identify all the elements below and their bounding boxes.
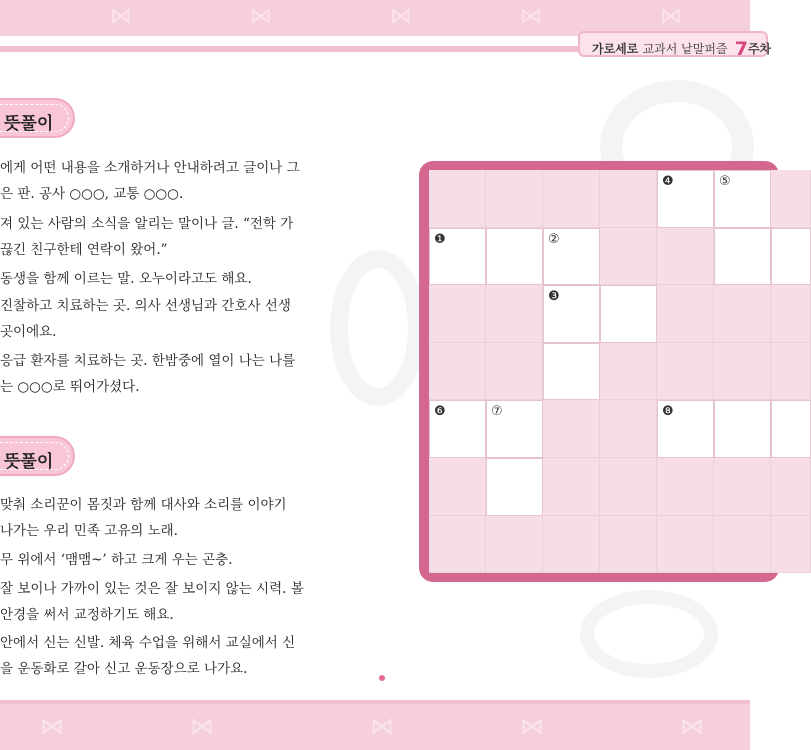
puzzle-cell-blocked [714, 516, 771, 574]
bow-icon: ⋈ [520, 712, 544, 740]
puzzle-cell-open[interactable] [600, 285, 657, 343]
bow-icon: ⋈ [660, 4, 682, 29]
clue-number: ❹ [662, 174, 674, 189]
puzzle-cell-blocked [771, 170, 811, 228]
puzzle-cell-open[interactable] [771, 228, 811, 286]
puzzle-cell-open[interactable] [486, 228, 543, 286]
puzzle-cell-blocked [429, 285, 486, 343]
puzzle-cell-open[interactable] [657, 170, 714, 228]
clue-number: ② [548, 231, 560, 247]
heart-swirl-decoration [330, 250, 426, 406]
clue-line: 안경을 써서 교정하기도 해요. [0, 607, 174, 623]
puzzle-cell-open[interactable] [486, 458, 543, 516]
bow-icon: ⋈ [40, 712, 64, 740]
puzzle-cell-blocked [429, 458, 486, 516]
puzzle-cell-blocked [771, 343, 811, 401]
clue-line: 나가는 우리 민족 고유의 노래. [0, 523, 178, 539]
puzzle-cell-blocked [600, 400, 657, 458]
puzzle-cell-blocked [543, 400, 600, 458]
puzzle-cell-blocked [657, 285, 714, 343]
clue-number: ⑦ [491, 404, 503, 420]
bow-icon: ⋈ [520, 4, 542, 29]
heart-swirl-decoration [580, 590, 718, 678]
clue-line: 응급 환자를 치료하는 곳. 한밤중에 열이 나는 나를 [0, 353, 296, 369]
section-badge-across [0, 98, 75, 138]
header-title-rest: 교과서 낱말퍼즐 [642, 42, 728, 56]
puzzle-cell-open[interactable] [714, 228, 771, 286]
section-badge-down [0, 436, 75, 476]
clue-line: 은 판. 공사 ○○○, 교통 ○○○. [0, 186, 184, 202]
clue-line: 잘 보이나 가까이 있는 것은 잘 보이지 않는 시력. 볼 [0, 581, 304, 597]
bow-icon: ⋈ [370, 712, 394, 740]
header-title-bold: 가로세로 [592, 42, 639, 56]
bow-icon: ⋈ [680, 712, 704, 740]
section-label: 뜻풀이 [4, 114, 54, 134]
page-dot [379, 675, 385, 681]
bottom-decor-band [0, 704, 750, 750]
puzzle-cell-blocked [771, 516, 811, 574]
clue-number: ❸ [548, 289, 560, 305]
clue-line: 곳이에요. [0, 324, 57, 340]
puzzle-cell-blocked [657, 458, 714, 516]
puzzle-cell-blocked [657, 228, 714, 286]
puzzle-cell-blocked [486, 516, 543, 574]
clue-line: 끊긴 친구한테 연락이 왔어.” [0, 242, 168, 258]
clue-line: 을 운동화로 갈아 신고 운동장으로 나가요. [0, 661, 248, 677]
puzzle-cell-open[interactable] [714, 400, 771, 458]
puzzle-cell-blocked [600, 228, 657, 286]
puzzle-cell-open[interactable] [429, 228, 486, 286]
crossword-grid [429, 170, 769, 573]
clue-line: 동생을 함께 이르는 말. 오누이라고도 해요. [0, 271, 252, 287]
clue-line: 맞춰 소리꾼이 몸짓과 함께 대사와 소리를 이야기 [0, 497, 287, 513]
clue-line: 진찰하고 치료하는 곳. 의사 선생님과 간호사 선생 [0, 298, 291, 314]
bow-icon: ⋈ [110, 4, 132, 29]
puzzle-cell-blocked [600, 516, 657, 574]
bow-icon: ⋈ [250, 4, 272, 29]
puzzle-cell-blocked [486, 170, 543, 228]
puzzle-cell-blocked [543, 170, 600, 228]
bow-icon: ⋈ [190, 712, 214, 740]
puzzle-cell-blocked [771, 285, 811, 343]
puzzle-cell-open[interactable] [429, 400, 486, 458]
clue-number: ❻ [434, 404, 446, 420]
puzzle-cell-open[interactable] [543, 285, 600, 343]
puzzle-cell-open[interactable] [543, 343, 600, 401]
puzzle-cell-blocked [543, 458, 600, 516]
clue-line: 는 ○○○로 뛰어가셨다. [0, 379, 140, 395]
puzzle-cell-blocked [657, 343, 714, 401]
puzzle-cell-blocked [714, 343, 771, 401]
puzzle-cell-open[interactable] [771, 400, 811, 458]
puzzle-cell-open[interactable] [657, 400, 714, 458]
page-header-title [592, 36, 771, 58]
puzzle-cell-blocked [657, 516, 714, 574]
clue-line: 져 있는 사람의 소식을 알리는 말이나 글. “전학 가 [0, 216, 294, 232]
puzzle-cell-open[interactable] [486, 400, 543, 458]
puzzle-cell-blocked [486, 343, 543, 401]
puzzle-cell-open[interactable] [543, 228, 600, 286]
bow-icon: ⋈ [390, 4, 412, 29]
clue-number: ❽ [662, 404, 674, 420]
puzzle-cell-blocked [600, 458, 657, 516]
clue-line: 무 위에서 ‘맴맴~’ 하고 크게 우는 곤충. [0, 552, 233, 568]
puzzle-cell-blocked [600, 170, 657, 228]
puzzle-cell-blocked [429, 343, 486, 401]
puzzle-cell-blocked [714, 285, 771, 343]
puzzle-cell-blocked [600, 343, 657, 401]
puzzle-cell-blocked [771, 458, 811, 516]
puzzle-cell-blocked [429, 516, 486, 574]
week-number: 7 [734, 38, 748, 60]
clue-number: ⑤ [719, 174, 731, 189]
puzzle-cell-blocked [714, 458, 771, 516]
clue-line: 안에서 신는 신발. 체육 수업을 위해서 교실에서 신 [0, 635, 296, 651]
week-text: 주차 [747, 42, 772, 56]
clue-line: 에게 어떤 내용을 소개하거나 안내하려고 글이나 그 [0, 160, 300, 176]
puzzle-cell-open[interactable] [714, 170, 771, 228]
puzzle-cell-blocked [429, 170, 486, 228]
puzzle-cell-blocked [543, 516, 600, 574]
clue-number: ❶ [434, 231, 446, 247]
section-label: 뜻풀이 [4, 452, 54, 472]
puzzle-cell-blocked [486, 285, 543, 343]
